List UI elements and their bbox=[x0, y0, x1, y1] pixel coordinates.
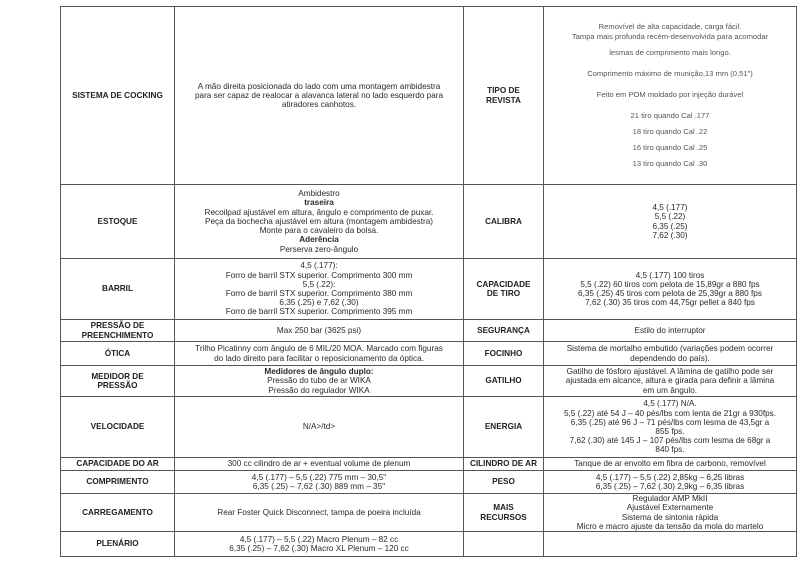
row-label-empty bbox=[464, 532, 544, 557]
row-label-stock: ESTOQUE bbox=[61, 185, 175, 259]
row-label-more-features: MAIS RECURSOS bbox=[464, 494, 544, 532]
row-value-stock: Ambidestro traseira Recoilpad ajustável em altura, ângulo e comprimento de puxar. Peça da bochecha ajustável em altura (montagem ambidestra) Monte para o cavaleiro da bolsa. Aderência Perserva zero-ângulo bbox=[175, 185, 464, 259]
row-label-energy: ENERGIA bbox=[464, 397, 544, 458]
row-label-air-capacity: CAPACIDADE DO AR bbox=[61, 458, 175, 471]
row-label-weight: PESO bbox=[464, 471, 544, 494]
row-value-air-cylinder: Tanque de ar envolto em fibra de carbono, removível bbox=[544, 458, 797, 471]
row-label-shot-capacity: CAPACIDADE DE TIRO bbox=[464, 259, 544, 320]
row-value-caliber: 4,5 (.177) 5,5 (.22) 6,35 (.25) 7,62 (.30) bbox=[544, 185, 797, 259]
row-value-shot-capacity: 4,5 (.177) 100 tiros 5,5 (.22) 60 tiros com pelota de 15,89gr a 880 fps 6,35 (.25) 45 tiros com pelota de 25,39gr a 880 fps 7,62 (.30) 35 tiros com 44,75gr pellet a 840 fps bbox=[544, 259, 797, 320]
row-value-fill-pressure: Max 250 bar (3625 psi) bbox=[175, 320, 464, 342]
row-label-pressure-gauge: MEDIDOR DE PRESSÃO bbox=[61, 366, 175, 397]
row-value-cocking: A mão direita posicionada do lado com uma montagem ambidestra para ser capaz de realocar a alavanca lateral no lado esquerdo para atiradores canhotos. bbox=[175, 7, 464, 185]
row-value-optics: Trilho Picatinny com ângulo de 6 MIL/20 MOA. Marcado com figuras do lado direito para facilitar o reposicionamento da óptica. bbox=[175, 342, 464, 366]
row-label-trigger: GATILHO bbox=[464, 366, 544, 397]
row-value-barrel: 4,5 (.177): Forro de barril STX superior. Comprimento 300 mm 5,5 (.22): Forro de barril STX superior. Comprimento 380 mm 6,35 (.25) e 7,62 (.30) Forro de barril STX superior. Comprimento 395 mm bbox=[175, 259, 464, 320]
table-row bbox=[61, 342, 797, 366]
table-row bbox=[61, 7, 797, 185]
row-label-velocity: VELOCIDADE bbox=[61, 397, 175, 458]
row-value-energy: 4,5 (.177) N/A. 5,5 (.22) até 54 J – 40 pés/lbs com lenta de 21gr a 930fps. 6,35 (.25) até 96 J – 71 pés/lbs com lesma de 43,5gr a 855 fps. 7,62 (.30) até 145 J – 107 pés/lbs com lesma de 68gr a 840 fps. bbox=[544, 397, 797, 458]
row-value-plenum: 4,5 (.177) – 5,5 (.22) Macro Plenum – 82 cc 6,35 (.25) – 7,62 (.30) Macro XL Plenum – 120 cc bbox=[175, 532, 464, 557]
spec-table bbox=[60, 6, 797, 557]
row-label-optics: ÓTICA bbox=[61, 342, 175, 366]
row-label-loading: CARREGAMENTO bbox=[61, 494, 175, 532]
table-row bbox=[61, 366, 797, 397]
row-label-plenum: PLENÁRIO bbox=[61, 532, 175, 557]
row-value-pressure-gauge: Medidores de ângulo duplo: Pressão do tubo de ar WIKA Pressão do regulador WIKA bbox=[175, 366, 464, 397]
row-label-fill-pressure: PRESSÃO DE PREENCHIMENTO bbox=[61, 320, 175, 342]
row-value-air-capacity: 300 cc cilindro de ar + eventual volume de plenum bbox=[175, 458, 464, 471]
row-value-magazine: Removível de alta capacidade, carga fácil. Tampa mais profunda recém-desenvolvida para acomodar lesmas de comprimento mais longo. Comprimento máximo de munição,13 mm (0,51") Feito em POM moldado por injeção durável 21 tiro quando Cal .177 18 tiro quando Cal .22 16 tiro quando Cal .25 13 tiro quando Cal .30 bbox=[544, 7, 797, 185]
row-label-muzzle: FOCINHO bbox=[464, 342, 544, 366]
row-value-loading: Rear Foster Quick Disconnect, tampa de poeira incluída bbox=[175, 494, 464, 532]
table-row bbox=[61, 185, 797, 259]
row-value-trigger: Gatilho de fósforo ajustável. A lâmina de gatilho pode ser ajustada em alcance, altura e girada para definir a lâmina em um ângulo. bbox=[544, 366, 797, 397]
row-value-empty bbox=[544, 532, 797, 557]
row-label-magazine: TIPO DE REVISTA bbox=[464, 7, 544, 185]
row-value-muzzle: Sistema de mortalho embutido (variações podem ocorrer dependendo do país). bbox=[544, 342, 797, 366]
row-label-barrel: BARRIL bbox=[61, 259, 175, 320]
table-row bbox=[61, 471, 797, 494]
table-row bbox=[61, 458, 797, 471]
table-row bbox=[61, 494, 797, 532]
table-row bbox=[61, 532, 797, 557]
table-row bbox=[61, 320, 797, 342]
table-row bbox=[61, 397, 797, 458]
row-value-safety: Estilo do interruptor bbox=[544, 320, 797, 342]
row-value-length: 4,5 (.177) – 5,5 (.22) 775 mm – 30,5" 6,35 (.25) – 7,62 (.30) 889 mm – 35" bbox=[175, 471, 464, 494]
row-label-length: COMPRIMENTO bbox=[61, 471, 175, 494]
row-label-cocking: SISTEMA DE COCKING bbox=[61, 7, 175, 185]
row-label-caliber: CALIBRA bbox=[464, 185, 544, 259]
row-value-velocity: N/A>/td> bbox=[175, 397, 464, 458]
row-label-safety: SEGURANÇA bbox=[464, 320, 544, 342]
row-value-more-features: Regulador AMP MkII Ajustável Externamente Sistema de sintonia rápida Micro e macro ajuste da tensão da mola do martelo bbox=[544, 494, 797, 532]
table-row bbox=[61, 259, 797, 320]
row-value-weight: 4,5 (.177) – 5,5 (.22) 2,85kg – 6,25 libras 6,35 (.25) – 7,62 (.30) 2,9kg – 6,35 libras bbox=[544, 471, 797, 494]
row-label-air-cylinder: CILINDRO DE AR bbox=[464, 458, 544, 471]
